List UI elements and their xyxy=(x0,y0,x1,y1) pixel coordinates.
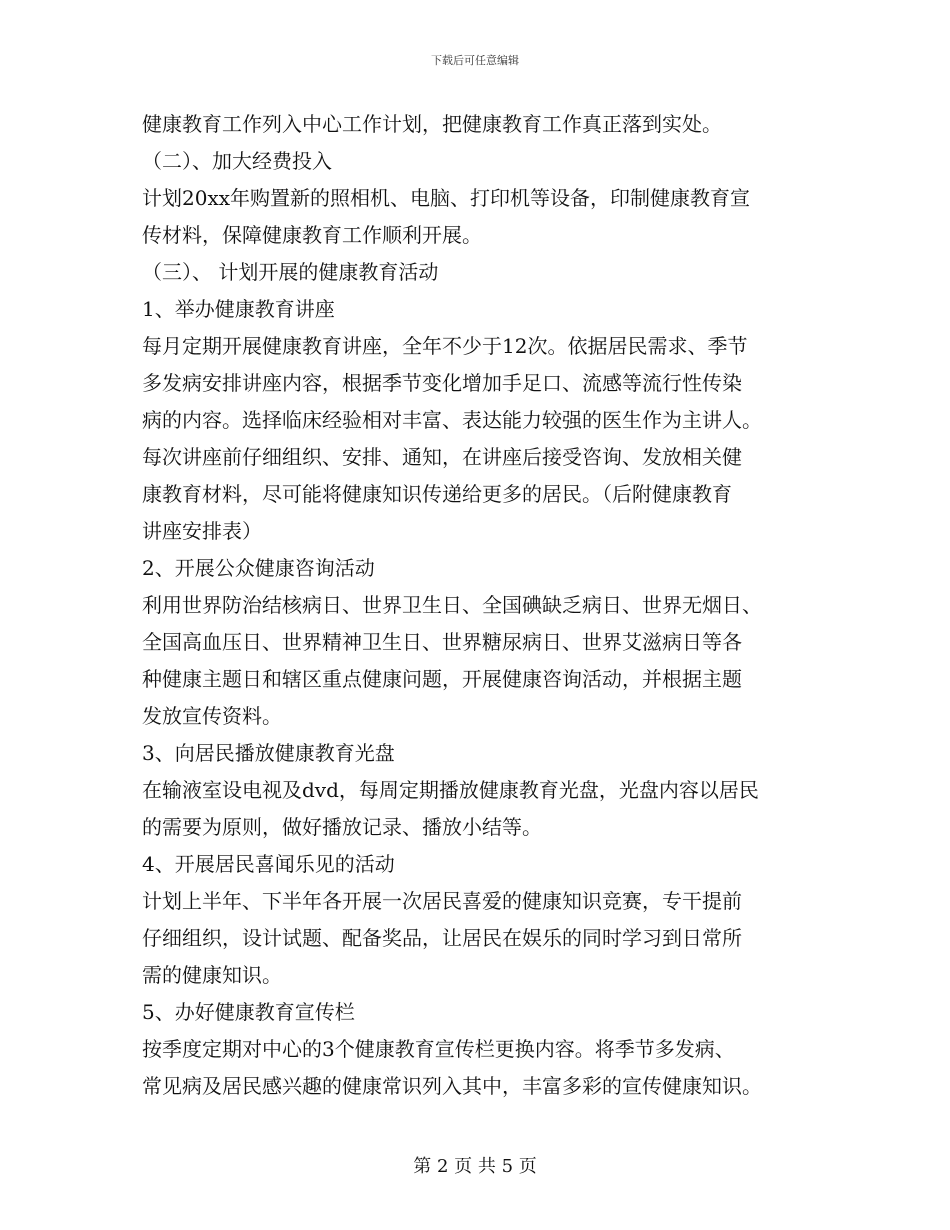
subsection-heading: 2、开展公众健康咨询活动 xyxy=(142,556,375,580)
body-line: 多发病安排讲座内容，根据季节变化增加手足口、流感等流行性传染 xyxy=(142,371,742,395)
body-line: 需的健康知识。 xyxy=(142,963,282,987)
body-line: 常见病及居民感兴趣的健康常识列入其中，丰富多彩的宣传健康知识。 xyxy=(142,1074,762,1098)
body-line: 发放宣传资料。 xyxy=(142,704,282,728)
body-line: 讲座安排表） xyxy=(142,519,262,543)
body-line: 计划20xx年购置新的照相机、电脑、打印机等设备，印制健康教育宣 xyxy=(142,186,751,210)
section-heading: （三）、 计划开展的健康教育活动 xyxy=(142,260,439,284)
subsection-heading: 1、举办健康教育讲座 xyxy=(142,297,335,321)
body-line: 的需要为原则，做好播放记录、播放小结等。 xyxy=(142,815,542,839)
body-line: 病的内容。选择临床经验相对丰富、表达能力较强的医生作为主讲人。 xyxy=(142,408,762,432)
subsection-heading: 4、开展居民喜闻乐见的活动 xyxy=(142,852,395,876)
body-line: 在输液室设电视及dvd，每周定期播放健康教育光盘，光盘内容以居民 xyxy=(142,778,759,802)
body-line: 仔细组织，设计试题、配备奖品，让居民在娱乐的同时学习到日常所 xyxy=(142,926,742,950)
section-heading: （二）、加大经费投入 xyxy=(142,149,332,173)
subsection-heading: 3、向居民播放健康教育光盘 xyxy=(142,741,395,765)
subsection-heading: 5、办好健康教育宣传栏 xyxy=(142,1000,355,1024)
page-header: 下载后可任意编辑 xyxy=(431,54,519,67)
body-line: 利用世界防治结核病日、世界卫生日、全国碘缺乏病日、世界无烟日、 xyxy=(142,593,762,617)
body-line: 计划上半年、下半年各开展一次居民喜爱的健康知识竞赛，专干提前 xyxy=(142,889,742,913)
document-body xyxy=(142,106,812,1105)
page-number-footer: 第 2 页 共 5 页 xyxy=(413,1156,537,1177)
body-line: 每月定期开展健康教育讲座，全年不少于12次。依据居民需求、季节 xyxy=(142,334,748,358)
body-line: 健康教育工作列入中心工作计划，把健康教育工作真正落到实处。 xyxy=(142,112,722,136)
body-line: 每次讲座前仔细组织、安排、通知，在讲座后接受咨询、发放相关健 xyxy=(142,445,742,469)
body-line: 按季度定期对中心的3个健康教育宣传栏更换内容。将季节多发病、 xyxy=(142,1037,735,1061)
body-line: 传材料，保障健康教育工作顺利开展。 xyxy=(142,223,482,247)
body-line: 康教育材料，尽可能将健康知识传递给更多的居民。（后附健康教育 xyxy=(142,482,732,506)
body-line: 全国高血压日、世界精神卫生日、世界糖尿病日、世界艾滋病日等各 xyxy=(142,630,742,654)
body-line: 种健康主题日和辖区重点健康问题，开展健康咨询活动，并根据主题 xyxy=(142,667,742,691)
